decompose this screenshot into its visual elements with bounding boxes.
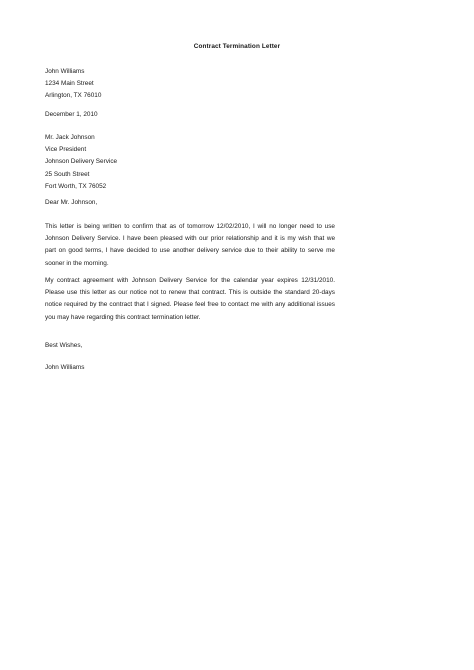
sender-name: John Williams [45,68,85,75]
paragraph-line: you may have regarding this contract termination letter. [45,313,201,321]
paragraph-line: Johnson Delivery Service. I have been pleased with our prior relationship and it is my wish that we [45,235,335,243]
paragraph-line: This letter is being written to confirm that as of tomorrow 12/02/2010, I will no longer need to use [45,223,335,230]
paragraph-line: part on good terms, I have decided to use another delivery service due to their ability to serve me [45,247,335,255]
body-paragraph-1 [45,221,335,270]
recipient-position: Vice President [45,146,87,154]
paragraph-line: notice required by the contract that I signed. Please feel free to contact me with any additional issues [45,301,335,309]
recipient-address [45,132,335,193]
sender-city: Arlington, TX 76010 [45,92,102,100]
paragraph-line: Please use this letter as our notice not to renew that contract. This is outside the standard 20-days [45,289,335,297]
letter-date: December 1, 2010 [45,111,98,118]
recipient-company: Johnson Delivery Service [45,158,118,166]
recipient-name: Mr. Jack Johnson [45,134,95,141]
closing-block [45,340,335,352]
paragraph-line: sooner in the morning. [45,259,109,267]
body-paragraph-2 [45,275,335,324]
sender-street: 1234 Main Street [45,80,94,88]
letter-title: Contract Termination Letter [193,43,281,50]
letter-date-block [45,109,335,121]
signature-name: John Williams [45,364,85,371]
salutation: Dear Mr. Johnson, [45,199,98,206]
recipient-city: Fort Worth, TX 76052 [45,182,107,190]
sender-address [45,66,335,103]
recipient-street: 25 South Street [45,170,90,178]
paragraph-line: My contract agreement with Johnson Delivery Service for the calendar year expires 12/31/2010. [45,277,335,284]
salutation-block [45,197,335,209]
signature-block [45,362,335,374]
closing: Best Wishes, [45,342,83,349]
